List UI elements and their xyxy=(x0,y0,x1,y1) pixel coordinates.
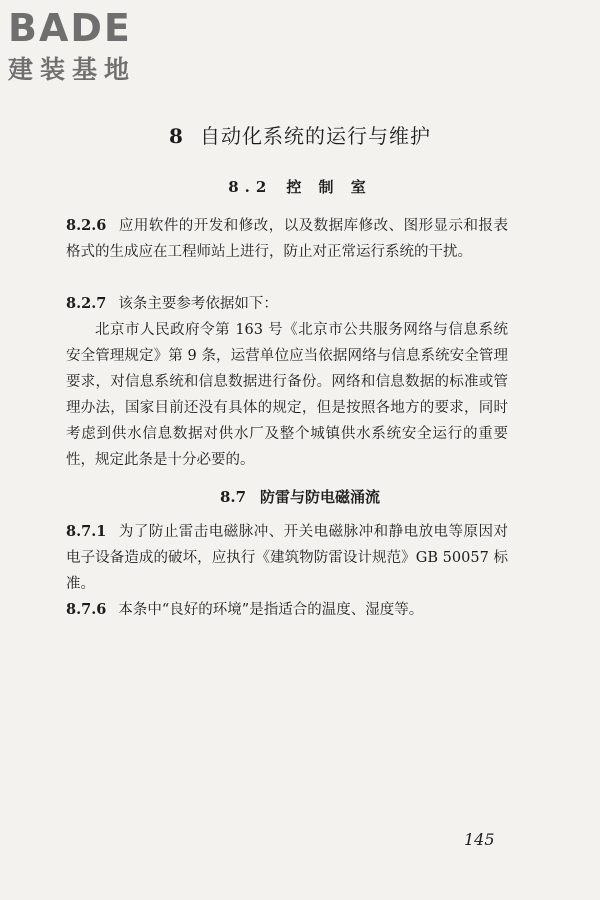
logo-subtitle: 建装基地 xyxy=(8,55,137,84)
section-heading-8-2 xyxy=(0,176,600,197)
chapter-number: 8 xyxy=(169,124,184,148)
clause-8-2-6 xyxy=(66,213,508,265)
clause-number: 8.2.7 xyxy=(66,295,107,312)
clause-number: 8.7.6 xyxy=(66,601,107,618)
chapter-title: 自动化系统的运行与维护 xyxy=(199,124,431,148)
section-heading-8-7 xyxy=(0,486,600,507)
clause-text: 应用软件的开发和修改，以及数据库修改、图形显示和报表格式的生成应在工程师站上进行，防止对正常运行系统的干扰。 xyxy=(66,218,508,260)
section-number: 8.7 xyxy=(219,488,247,506)
page-number: 145 xyxy=(464,830,495,849)
clause-8-7-1 xyxy=(66,519,508,597)
clause-number: 8.2.6 xyxy=(66,217,107,234)
clause-8-2-7-body: 北京市人民政府令第 163 号《北京市公共服务网络与信息系统安全管理规定》第 9 条，运营单位应当依据网络与信息系统安全管理要求，对信息系统和信息数据进行备份。网络和信息数据的标准或管理办法，国家目前还没有具体的规定，但是按照各地方的要求，同时考虑到供水信息数据对供水厂及整个城镇供水系统安全运行的重要性，规定此条是十分必要的。 xyxy=(66,322,508,468)
clause-8-7-6 xyxy=(66,597,508,623)
site-logo xyxy=(8,6,188,86)
clause-8-2-7 xyxy=(66,291,508,317)
section-title: 控 制 室 xyxy=(286,178,372,196)
section-number: 8.2 xyxy=(228,178,273,196)
logo-wordmark: BADE xyxy=(8,6,132,50)
clause-text: 为了防止雷击电磁脉冲、开关电磁脉冲和静电放电等原因对电子设备造成的破坏，应执行《建筑物防雷设计规范》GB 50057 标准。 xyxy=(66,524,508,592)
chapter-heading xyxy=(0,120,600,149)
clause-text: 本条中“良好的环境”是指适合的温度、湿度等。 xyxy=(118,602,424,618)
clause-number: 8.7.1 xyxy=(66,523,107,540)
clause-text: 该条主要参考依据如下： xyxy=(118,296,278,312)
section-title: 防雷与防电磁涌流 xyxy=(260,488,381,506)
